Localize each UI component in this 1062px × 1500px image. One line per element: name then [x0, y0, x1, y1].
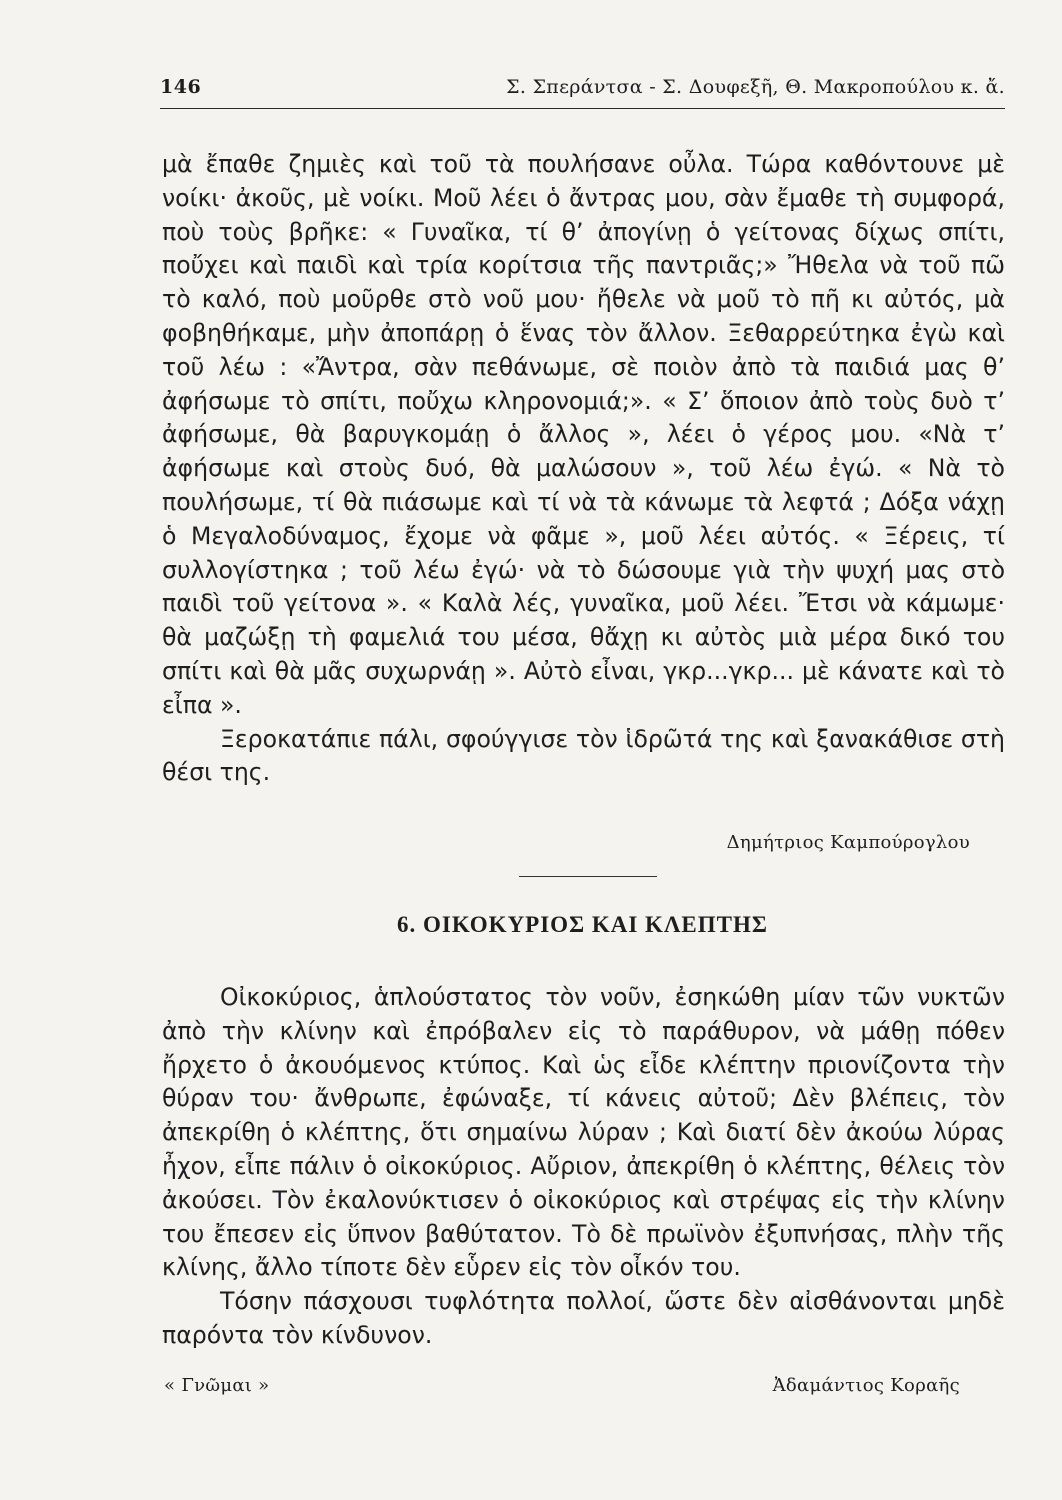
story-2-attribution	[160, 1375, 960, 1405]
story-1-author: Δημήτριος Καμπούρογλου	[726, 832, 970, 853]
story-2-author: Ἀδαμάντιος Κοραῆς	[772, 1375, 960, 1396]
page-number: 146	[160, 76, 202, 98]
section-divider	[519, 876, 657, 877]
story-2-paragraph-2: Τόσην πάσχουσι τυφλότητα πολλοί, ὥστε δὲν αἰσθάνονται μηδὲ παρόντα τὸν κίνδυνον.	[162, 1287, 1005, 1349]
story-2-text	[162, 981, 1005, 1353]
page-header	[160, 76, 1005, 109]
story-1-paragraph-1: μὰ ἔπαθε ζημιὲς καὶ τοῦ τὰ πουλήσανε οὖλα. Τώρα καθόντουνε μὲ νοίκι· ἀκοῦς, μὲ νοίκι. Μοῦ λέει ὁ ἄντρας μου, σὰν ἔμαθε τὴ συμφορά, ποὺ τοὺς βρῆκε: « Γυναῖκα, τί θ’ ἀπογίνῃ ὁ γείτονας δίχως σπίτι, ποὔχει καὶ παιδὶ καὶ τρία κορίτσια τῆς παντριᾶς;» Ἤθελα νὰ τοῦ πῶ τὸ καλό, ποὺ μοῦρθε στὸ νοῦ μου· ἤθελε νὰ μοῦ τὸ πῆ κι αὐτός, μὰ φοβηθήκαμε, μὴν ἀποπάρῃ ὁ ἕνας τὸν ἄλλον. Ξεθαρρεύτηκα ἐγὼ καὶ τοῦ λέω : «Ἄντρα, σὰν πεθάνωμε, σὲ ποιὸν ἀπὸ τὰ παιδιά μας θ’ ἀφήσωμε τὸ σπίτι, ποὔχω κληρονομιά;». « Σ’ ὅποιον ἀπὸ τοὺς δυὸ τ’ ἀφήσωμε, θὰ βαρυγκομάῃ ὁ ἄλλος », λέει ὁ γέρος μου. «Νὰ τ’ ἀφήσωμε καὶ στοὺς δυό, θὰ μαλώσουν », τοῦ λέω ἐγώ. « Νὰ τὸ πουλήσωμε, τί θὰ πιάσωμε καὶ τί νὰ τὰ κάνωμε τὰ λεφτά ; Δόξα νάχῃ ὁ Μεγαλοδύναμος, ἔχομε νὰ φᾶμε », μοῦ λέει αὐτός. « Ξέρεις, τί συλλογίστηκα ; τοῦ λέω ἐγώ· νὰ τὸ δώσουμε γιὰ τὴν ψυχή μας στὸ παιδὶ τοῦ γείτονα ». « Καλὰ λές, γυναῖκα, μοῦ λέει. Ἔτσι νὰ κάμωμε· θὰ μαζώξῃ τὴ φαμελιά του μέσα, θἄχῃ κι αὐτὸς μιὰ μέρα δικό του σπίτι καὶ θὰ μᾶς συχωρνάῃ ». Αὐτὸ εἶναι, γκρ...γκρ... μὲ κάνατε καὶ τὸ εἶπα ».	[162, 150, 1005, 719]
section-title: 6. ΟΙΚΟΚΥΡΙΟΣ ΚΑΙ ΚΛΕΠΤΗΣ	[397, 912, 768, 937]
story-2-paragraph-1: Οἰκοκύριος, ἁπλούστατος τὸν νοῦν, ἐσηκώθη μίαν τῶν νυκτῶν ἀπὸ τὴν κλίνην καὶ ἐπρόβαλεν εἰς τὸ παράθυρον, νὰ μάθῃ πόθεν ἤρχετο ὁ ἀκουόμενος κτύπος. Καὶ ὡς εἶδε κλέπτην πριονίζοντα τὴν θύραν του· ἄνθρωπε, ἐφώναξε, τί κάνεις αὐτοῦ; Δὲν βλέπεις, τὸν ἀπεκρίθη ὁ κλέπτης, ὅτι σημαίνω λύραν ; Καὶ διατί δὲν ἀκούω λύρας ἦχον, εἶπε πάλιν ὁ οἰκοκύριος. Αὔριον, ἀπεκρίθη ὁ κλέπτης, θέλεις τὸν ἀκούσει. Τὸν ἐκαλονύκτισεν ὁ οἰκοκύριος καὶ στρέψας εἰς τὴν κλίνην του ἔπεσεν εἰς ὕπνον βαθύτατον. Τὸ δὲ πρωϊνὸν ἐξυπνήσας, πλὴν τῆς κλίνης, ἄλλο τίποτε δὲν εὗρεν εἰς τὸν οἶκόν του.	[162, 983, 1005, 1282]
running-head: Σ. Σπεράντσα - Σ. Δουφεξῆ, Θ. Μακροπούλου κ. ἄ.	[506, 76, 1005, 98]
story-1-text	[162, 148, 1005, 790]
story-1-paragraph-2: Ξεροκατάπιε πάλι, σφούγγισε τὸν ἱδρῶτά της καὶ ξανακάθισε στὴ θέσι της.	[162, 724, 1005, 787]
story-2-source: « Γνῶμαι »	[164, 1375, 270, 1396]
